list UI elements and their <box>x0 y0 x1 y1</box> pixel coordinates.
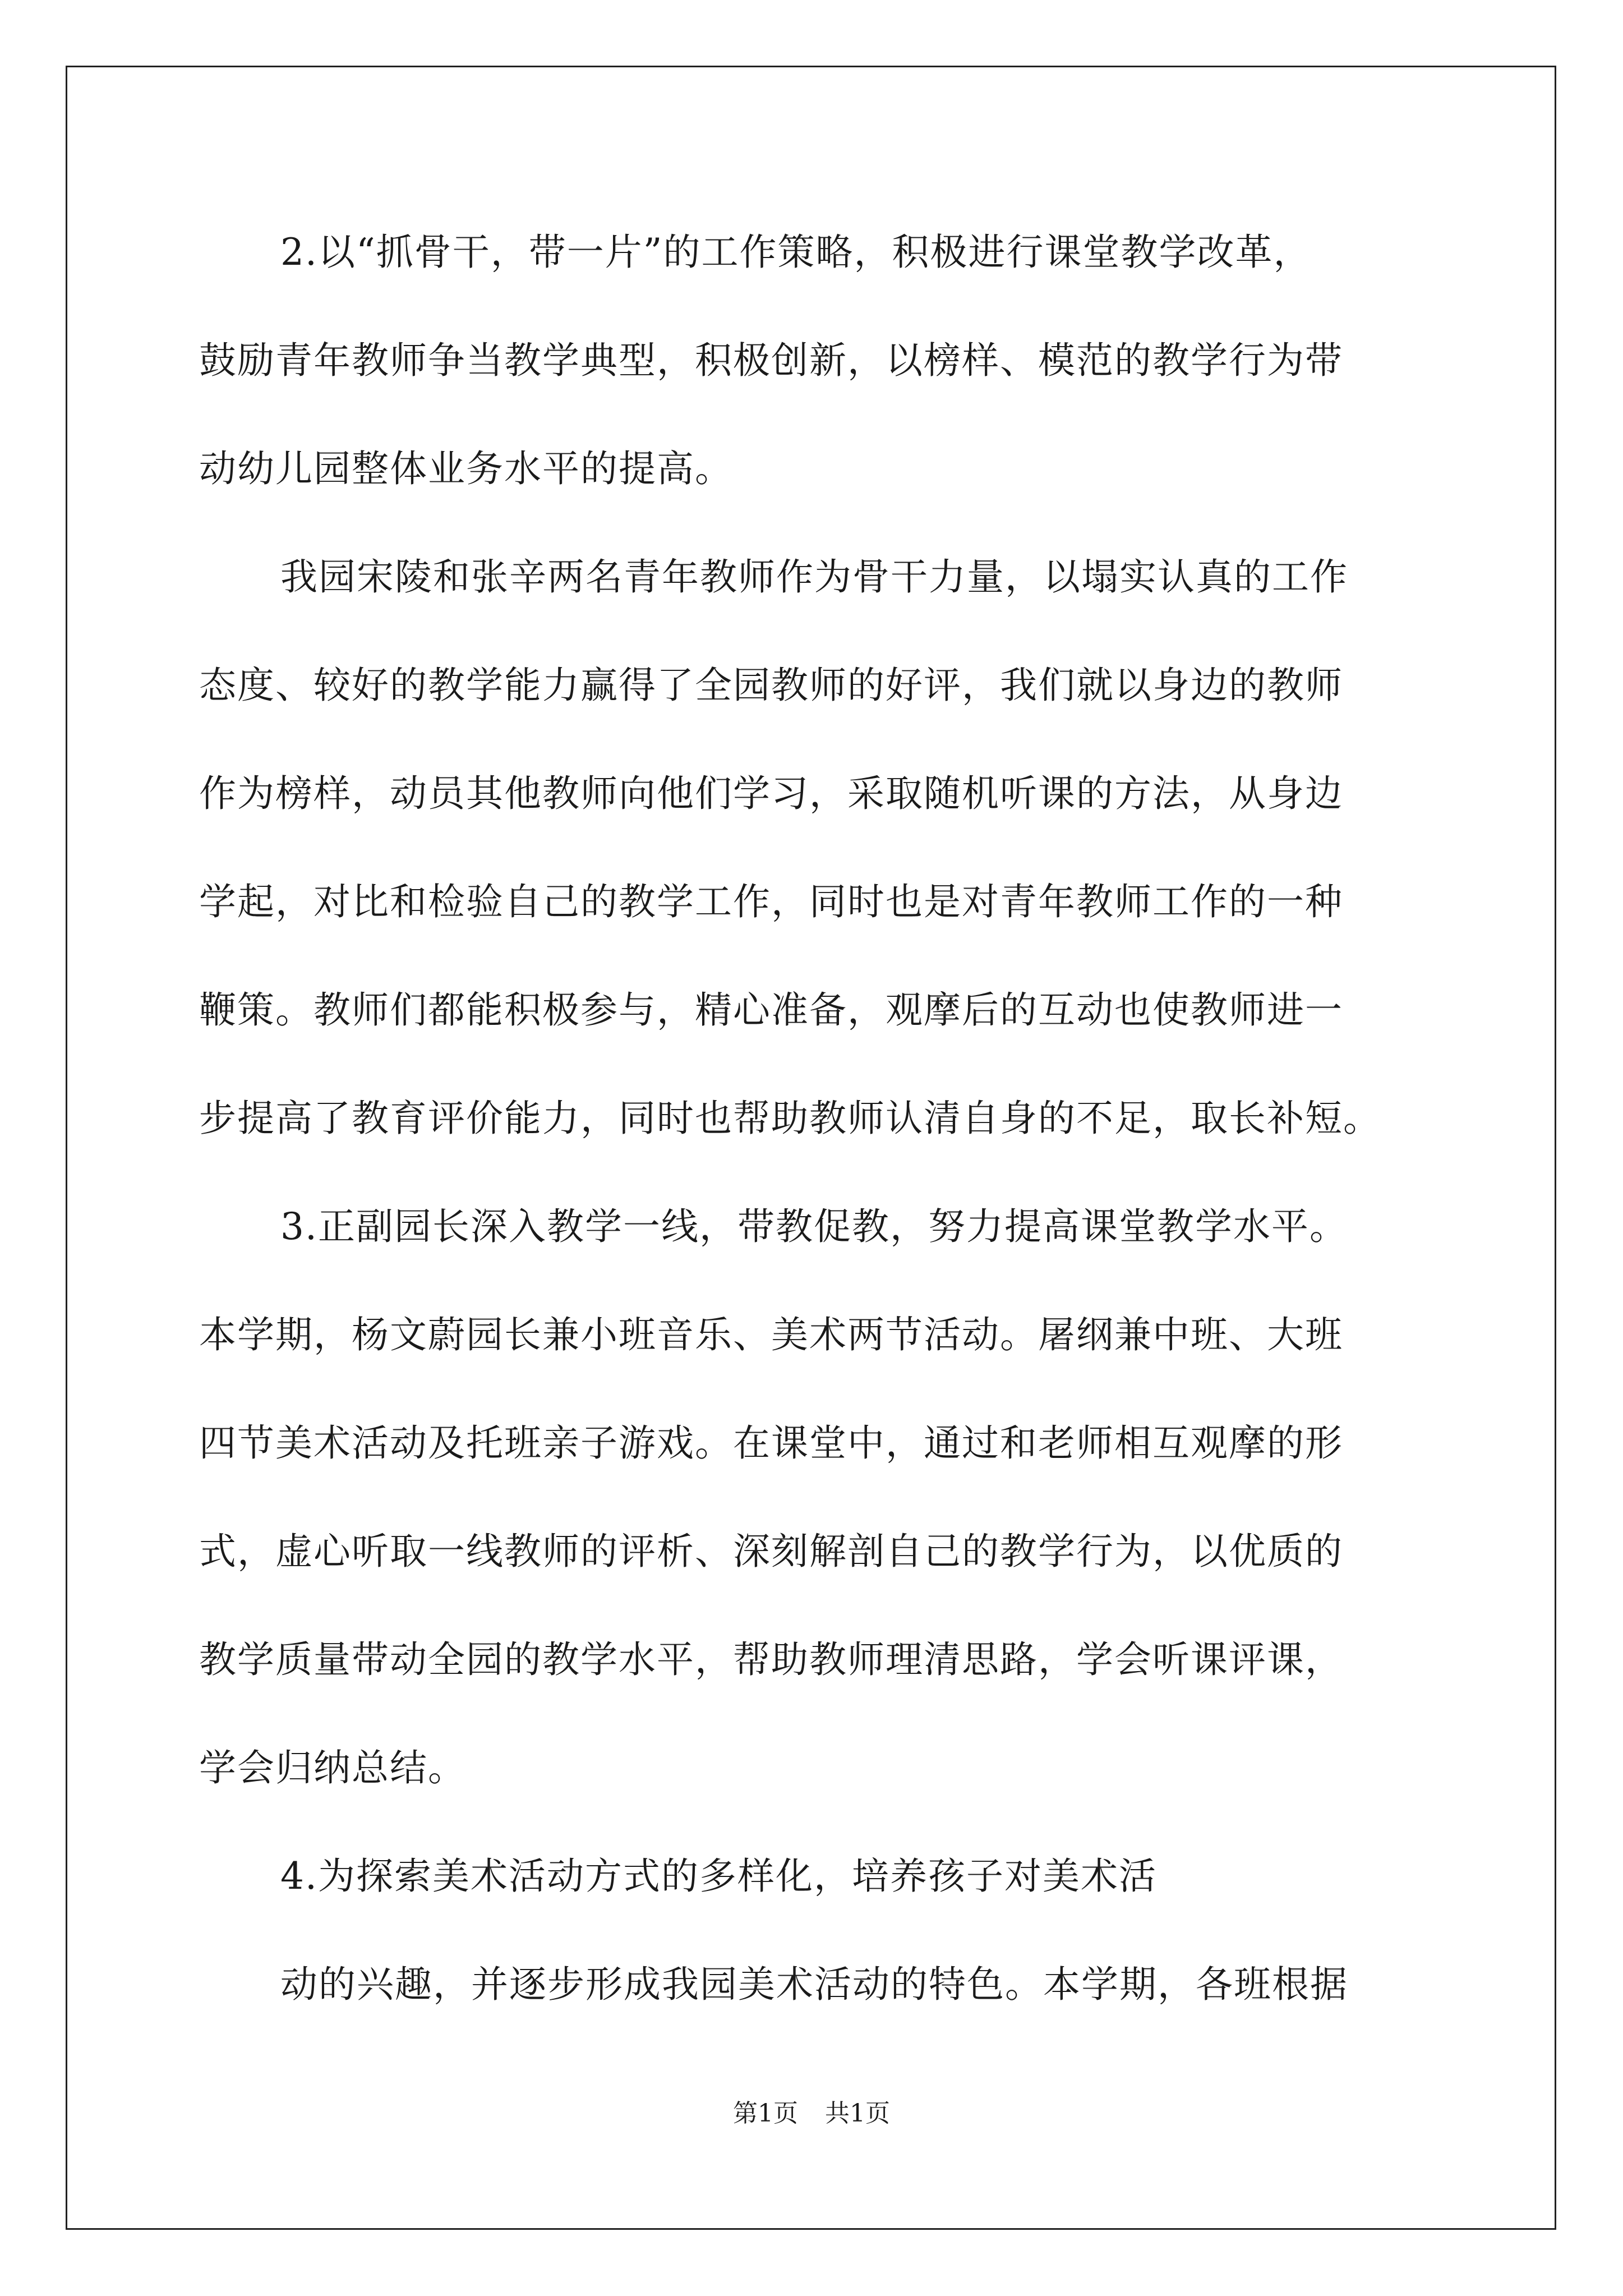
paragraph-line: 4.为探索美术活动方式的多样化，培养孩子对美术活 <box>280 1855 1157 1898</box>
page-number-current: 第1页 <box>733 2099 798 2128</box>
page-number-total: 共1页 <box>825 2099 890 2128</box>
paragraph-line: 学会归纳总结。 <box>199 1746 466 1789</box>
paragraph-line: 2.以“抓骨干，带一片”的工作策略，积极进行课堂教学改革， <box>280 231 1312 274</box>
paragraph-line: 动的兴趣，并逐步形成我园美术活动的特色。本学期，各班根据 <box>280 1963 1348 2006</box>
paragraph-line: 步提高了教育评价能力，同时也帮助教师认清自身的不足，取长补短。 <box>199 1097 1381 1140</box>
paragraph-line: 3.正副园长深入教学一线，带教促教，努力提高课堂教学水平。 <box>280 1205 1348 1248</box>
paragraph-line: 动幼儿园整体业务水平的提高。 <box>199 447 733 490</box>
paragraph-line: 鞭策。教师们都能积极参与，精心准备，观摩后的互动也使教师进一 <box>199 988 1343 1032</box>
paragraph-line: 教学质量带动全园的教学水平，帮助教师理清思路，学会听课评课， <box>199 1638 1343 1681</box>
paragraph-line: 式，虚心听取一线教师的评析、深刻解剖自己的教学行为，以优质的 <box>199 1530 1343 1573</box>
paragraph-line: 学起，对比和检验自己的教学工作，同时也是对青年教师工作的一种 <box>199 880 1343 923</box>
page-footer <box>0 2098 1623 2129</box>
page-border <box>66 66 1556 2230</box>
paragraph-line: 我园宋陵和张辛两名青年教师作为骨干力量，以塌实认真的工作 <box>280 555 1348 599</box>
paragraph-line: 作为榜样，动员其他教师向他们学习，采取随机听课的方法，从身边 <box>199 772 1343 815</box>
paragraph-line: 态度、较好的教学能力赢得了全园教师的好评，我们就以身边的教师 <box>199 664 1343 707</box>
paragraph-line: 鼓励青年教师争当教学典型，积极创新，以榜样、模范的教学行为带 <box>199 339 1343 382</box>
paragraph-line: 四节美术活动及托班亲子游戏。在课堂中，通过和老师相互观摩的形 <box>199 1421 1343 1465</box>
paragraph-line: 本学期，杨文蔚园长兼小班音乐、美术两节活动。屠纲兼中班、大班 <box>199 1313 1343 1356</box>
